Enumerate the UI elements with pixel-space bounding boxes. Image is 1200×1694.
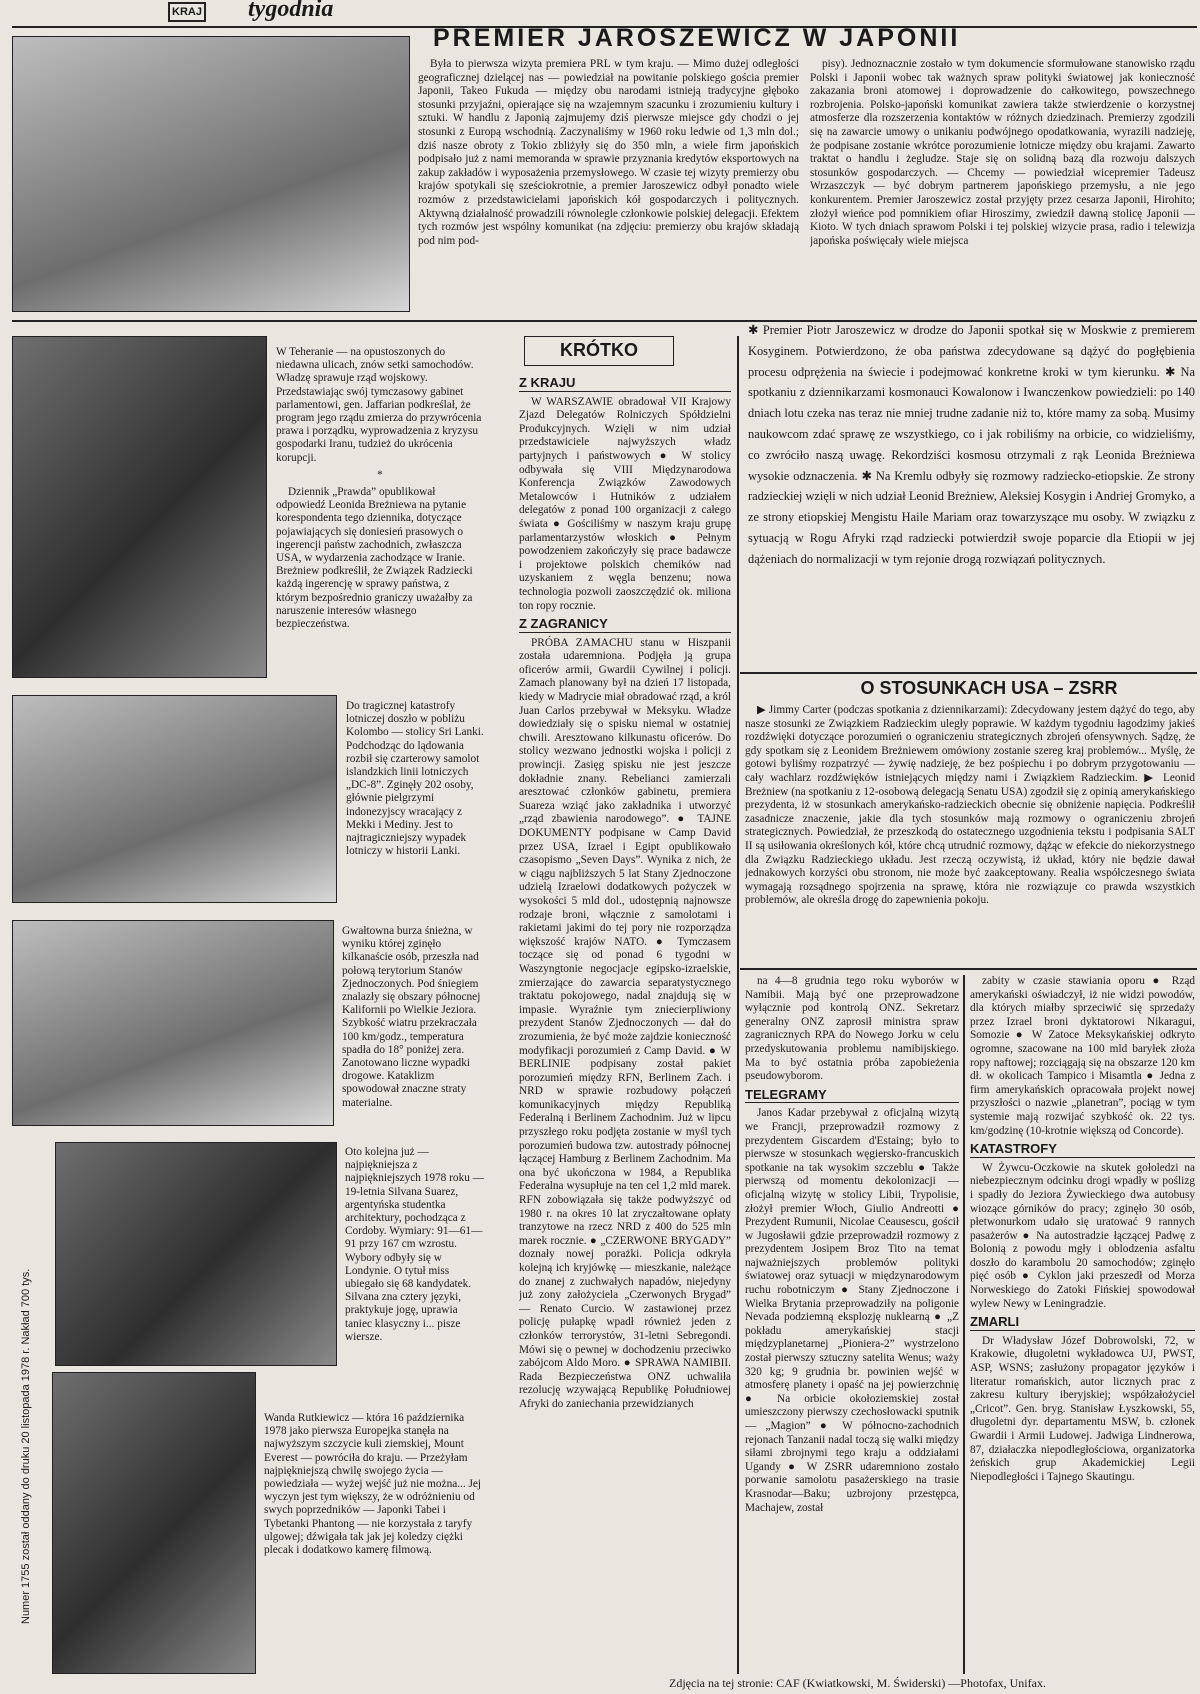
column-telegramy: na 4—8 grudnia tego roku wyborów w Namibii. Mają być one przeprowadzone wyłącznie pod kontrolą ONZ. Sekretarz generalny ONZ zaprosił ministra spraw zagranicznych RPA do Nowego Jorku w celu przedyskutowania problemu namibijskiego. Ma to być ostatnia próba zapobieżenia pseudowyborom. TELEGRAMY Janos Kadar przebywał z oficjalną wizytą we Francji, przeprowadził rozmowy z prezydentem Giscardem d'Estaing; było to pierwsze w stosunkach węgiersko-francuskich spotkanie na tak wysokim szczeblu ● Także pierwszą od momentu dekolonizacji — oficjalną wizytę w stolicy Libii, Trypolisie, złożył premier Włoch, Giulio Andreotti ● Prezydent Rumunii, Nicolae Ceausescu, gościł w Jugosławii gdzie przeprowadził rozmowy z prezydentem Josipem Broz Tito na temat najważniejszych problemów polityki światowej oraz sytuacji w międzynarodowym ruchu robotniczym ● Stany Zjednoczone i Wielka Brytania przeprowadziły na poligonie Nevada podziemną eksplozję nuklearną ● „Z pokładu amerykańskiej stacji międzyplanetarnej „Pioniera-2” wystrzelono został pierwszy sztuczny satelita Wenus; waży 320 kg; 9 grudnia br. powinien wejść w atmosferę planety i opaść na jej powierzchnię ● Na orbicie okołoziemskiej został umieszczony pierwszy czechosłowacki sputnik — „Magion” ● W północno-zachodnich rejonach Tanzanii nadal toczą się walki między siłami zbrojnymi tego kraju a oddziałami Ugandy ● W ZSRR udaremniono zostało porwanie samolotu pasażerskiego na trasie Krasnodar—Baku; uzbrojony przestępca, Machajew, został <box>745 975 959 1514</box>
usa-zsrr-title: O STOSUNKACH USA – ZSRR <box>860 678 1118 698</box>
photo-wanda-rutkiewicz <box>52 1372 256 1674</box>
usa-zsrr-text: ▶ Jimmy Carter (podczas spotkania z dziennikarzami): Zdecydowany jestem dążyć do tego, aby nasze stosunki ze Związkiem Radzieckim uległy poprawie. W każdym tygodniu łagodzimy jakieś rozdźwięki dotyczące porozumień o ograniczeniu strategicznych zbrojeń ofensywnych. Sądzę, że gdy spotkam się z Leonidem Breżniewem omówiony zostanie szereg kraj problemów... Myślę, że gotowi byliśmy rozpatrzyć — żywię nadzieję, że bez pośpiechu i po dobrym przygotowaniu — cały wachlarz rozdźwięków istniejących między nami i Związkiem Radzieckim. ▶ Leonid Breżniew (na spotkaniu z 12-osobową delegacją Senatu USA) zgodził się z opinią amerykańskiego prezydenta, iż w stosunkach amerykańsko-radzieckich obecnie się obniżenie napięcia. Podkreślił zasadnicze znaczenie, jakie dla tych stosunków mają rozmowy o ograniczeniu zbrojeń strategicznych. Powiedział, że przeszkodą do ostatecznego uzgodnienia tekstu i podpisania SALT II są usiłowania określonych kół, które chcą utrudnić rozmowy, dążąc w efekcie do niekorzystnego dla Związku Radzieckiego układu. Jest rzeczą oczywistą, iż układ, który nie będzie dawał jednakowych korzyści obu stronom, nie może być zaakceptowany. Realia współczesnego świata wymagają rozsądnego spojrzenia na sprawę, która nie rozwiązuje co prawda wszystkich problemów, ale określa drogę do zapewnienia pokoju. <box>745 704 1195 907</box>
photo-credits: Zdjęcia na tej stronie: CAF (Kwiatkowski, M. Świderski) —Photofax, Unifax. <box>669 1676 1046 1690</box>
caption-teheran: W Teheranie — na opustoszonych do niedawna ulicach, znów setki samochodów. Władzę sprawuje rząd wojskowy. Przedstawiając swój tymczasowy gabinet parlamentowi, gen. Jaffarian podkreślał, że program jego rządu zmierza do przywrócenia prawa i porządku, wyprowadzenia z kryzysu gospodarki Iranu, tudzież do ukrócenia korupcji. * Dziennik „Prawda” opublikował odpowiedź Leonida Breżniewa na pytanie korespondenta tego dziennika, dotyczące pojawiających się doniesień prasowych o ingerencji państw zachodnich, zwłaszcza USA, w wydarzenia zachodzące w Iranie. Breżniew podkreślił, że Związek Radziecki każdą ingerencję w sprawy państwa, z którym bezpośrednio graniczy uważałby za naruszenie interesów własnego bezpieczeństwa. <box>276 346 482 631</box>
caption-crash: Do tragicznej katastrofy lotniczej doszło w pobliżu Kolombo — stolicy Sri Lanki. Podchodząc do lądowania rozbił się czarterowy samolot islandzkich linii lotniczych „DC-8”. Zginęły 202 osoby, głównie pielgrzymi indonezyjscy wracający z Mekki i Mediny. Jest to najtragiczniejszy wypadek lotniczy w historii Lanki. <box>346 700 484 858</box>
krotko-column: Z KRAJU W WARSZAWIE obradował VII Krajowy Zjazd Delegatów Rolniczych Spółdzielni Produkcyjnych. Wzięli w nim udział przedstawiciele najwyższych władz partyjnych i państwowych ● W stolicy odbywała się VIII Międzynarodowa Konferencja Związków Zawodowych Metalowców i Hutników z udziałem delegatów z ponad 100 organizacji z całego świata ● Gościliśmy w naszym kraju grupę parlamentarzystów włoskich ● Pełnym powodzeniem zakończyły się prace badawcze i projektowe polskich chemików nad uzyskaniem z węgla benzenu; nowa technologia pozwoli zaoszczędzić ok. miliona ton ropy rocznie. Z ZAGRANICY PRÓBA ZAMACHU stanu w Hiszpanii została udaremniona. Podjęła ją grupa oficerów armii, Gwardii Cywilnej i policji. Zamach planowany był na dzień 17 listopada, kiedy w Madrycie miał obradować rząd, a król Juan Carlos przebywał w Meksyku. Władze dowiedziały się o spisku niemal w ostatniej chwili. Aresztowano kilkunastu oficerów. Do stolicy wezwano jednostki wojska i policji z prowincji. Zasięg spisku nie jest jeszcze dokładnie znany. Rebelianci zamierzali aresztować członków gabinetu, premiera Suareza wziąć jako zakładnika i utworzyć „rząd zbawienia narodowego”. ● TAJNE DOKUMENTY podpisane w Camp David przez USA, Izrael i Egipt opublikowało czasopismo „Seven Days”. Wynika z nich, że w ciągu najbliższych 5 lat Stany Zjednoczone udzielą Izraelowi dodatkowych pożyczek w wysokości 5 mld dol., udostępnią najnowsze rodzaje broni, włącznie z samolotami i rakietami jakimi do tej pory nie rozporządza większość krajów NATO. ● Tymczasem toczące się od ponad 6 tygodni w Waszyngtonie negocjacje egipsko-izraelskie, zmierzające do zawarcia separatystycznego traktatu pokojowego, nadal znajdują się w impasie. Wyraźnie tym zniecierpliwiony prezydent Stanów Zjednoczonych — dał do zrozumienia, że być może zajdzie konieczność modyfikacji porozumień z Camp David. ● W BERLINIE podpisany został pakiet porozumień między RFN, Berlinem Zach. i NRD w sprawie rozbudowy połączeń komunikacyjnych między Republiką Federalną i Berlinem Zachodnim. Już w lipcu przyszłego roku podjęta zostanie w myśl tych porozumień budowa tzw. autostrady północnej łączącej Hamburg z Berlinem Zachodnim. Ma ona być ukończona w 1984, a Republika Federalna wysupłuje na ten cel 1,2 mld marek. RFN zobowiązała się także podwyższyć od 1980 r. na okres 10 lat zryczałtowane opłaty tranzytowe na rzecz NRD z 400 do 525 mln marek rocznie. ● „CZERWONE BRYGADY” doznały nowej porażki. Policja odkryła kolejną ich kryjówkę — mieszkanie, należące do znanej z zuchwałych napadów, niejedyny już zony założyciela „Czerwonych Brygad” — Renato Curcio. W zastawionej przez policję pułapkę wpadł również jeden z członków terrorystów, 31-letni Sebregondi. Mówi się o pewnej w dochodzeniu przeciwko zabójcom Aldo Moro. ● SPRAWA NAMIBII. Rada Bezpieczeństwa ONZ uchwaliła rezolucję wzywającą Republikę Południowej Afryki do zaniechania przewidzianych <box>519 375 731 1410</box>
main-article-title: PREMIER JAROSZEWICZ W JAPONII <box>433 24 961 52</box>
caption-miss: Oto kolejna już — najpiękniejsza z najpiękniejszych 1978 roku — 19-letnia Silvana Suarez, argentyńska studentka architektury, pochodząca z Cordoby. Wymiary: 91—61—91 przy 167 cm wzrostu. Wybory odbyły się w Londynie. O tytuł miss ubiegało się 68 kandydatek. Silvana zna cztery języki, praktykuje jogę, uprawia taniec klasyczny i... pisze wiersze. <box>345 1146 484 1343</box>
photo-teheran-traffic <box>12 336 267 678</box>
section-z-kraju: Z KRAJU <box>519 376 731 392</box>
main-article-col1: Była to pierwsza wizyta premiera PRL w tym kraju. — Mimo dużej odległości geograficznej dzielącej nas — powiedział na powitanie polskiego gościa premier Japonii, Takeo Fukuda — między obu narodami istnieją tradycyjne głęboko stosunki przyjaźni, opierające się na wzajemnym szacunku i zrozumieniu kultury i sztuki. W handlu z Japonią zajmujemy dziś pierwsze miejsce gdy chodzi o jej stosunki z Europą wschodnią. Zaczynaliśmy w 1960 roku ledwie od 1,3 mln dol.; dziś nasze obroty z Tokio zbliżyły się do 350 mln, a wiele firm japońskich podpisało już z nami memoranda w sprawie przyznania kredytów eksportowych na zakup zakładów i wyposażenia przemysłowego. W czasie tej wizyty premierzy obu krajów spotykali się sześciokrotnie, a premier Jaroszewicz odbył ponadto wiele rozmów z przedstawicielami japońskich kół gospodarczych i politycznych. Aktywną działalność prowadzili równolegle członkowie polskiej delegacji. Efektem tych rozmów jest wspólny komunikat (na zdjęciu: premierzy obu krajów składają pod nim pod- <box>418 58 799 247</box>
masthead-logo: KRAJ <box>168 2 206 22</box>
section-telegramy: TELEGRAMY <box>745 1088 959 1104</box>
section-z-zagranicy: Z ZAGRANICY <box>519 617 731 633</box>
side-imprint: Numer 1755 został oddany do druku 20 listopada 1978 r. Nakład 700 tys. <box>20 1268 32 1624</box>
section-katastrofy: KATASTROFY <box>970 1142 1195 1158</box>
photo-snow-storm <box>12 920 334 1126</box>
usa-zsrr-rule <box>740 968 1197 970</box>
photo-premiers-signing <box>12 36 410 312</box>
caption-storm: Gwałtowna burza śnieżna, w wyniku której zginęło kilkanaście osób, przeszła nad połową terytorium Stanów Zjednoczonych. Pod śniegiem znalazły się obszary północnej Kalifornii po Wielkie Jeziora. Szybkość wiatru przekraczała 100 km/godz., temperatura spadła do 18° poniżej zera. Zanotowano liczne wypadki drogowe. Kataklizm spowodował znaczne straty materialne. <box>342 925 481 1109</box>
krotko-title: KRÓTKO <box>524 336 674 366</box>
column-katastrofy: zabity w czasie stawiania oporu ● Rząd amerykański oświadczył, iż nie widzi powodów, dla których miałby sprzeciwić się sprzedaży przez Izrael broni dyktatorowi Nikaragui, Somozie ● W Zatoce Meksykańskiej odkryto ogromne, szacowane na 100 mld baryłek złoża ropy naftowej; rozciągają się na obszarze 120 km dł. w okolicach Tampico i Misamtla ● Jedna z firm amerykańskich opracowała projekt nowej przyszłości o nazwie „planetran”, pociąg w tym systemie mają rozwijać szybkość ok. 22 tys. km/godzinę (10-krotnie większą od Concorde). KATASTROFY W Żywcu-Oczkowie na skutek gołoledzi na niebezpiecznym odcinku drogi wpadły w poślizg i spadły do Jeziora Żywieckiego dwa autobusy wiozące górników do pracy; zginęło 30 osób, płetwonurkom udało się uratować 9 rannych pasażerów ● Na autostradzie łączącej Padwę z Bolonią z powodu mgły i oblodzenia asfaltu doszło do karambolu 20 samochodów; zginęło pięć osób ● Cyklon jaki przeszedł od Morza Norweskiego do Zatoki Fińskiej spowodował wylew Newy w Leningradzie. ZMARLI Dr Władysław Józef Dobrowolski, 72, w Krakowie, długoletni wykładowca UJ, PWST, ASP, WSNS; zasłużony propagator języków i literatur romańskich, autor licznych prac z zakresu kultury iberyjskiej; współzałożyciel „Cricot”. Gen. bryg. Stanisław Łyszkowski, 55, długoletni dyr. departamentu MSW, b. członek Gwardii i Armii Ludowej. Jadwiga Lindnerowa, 87, działaczka niepodległościowa, organizatorka żeńskich grup Akademickiej Legii Niepodległości i Tajnego Skautingu. <box>970 975 1195 1483</box>
masthead-section: tygodnia <box>248 0 334 22</box>
right-box-rule <box>740 672 1197 674</box>
krotko-right-rule <box>737 336 739 1674</box>
caption-wanda: Wanda Rutkiewicz — która 16 października 1978 jako pierwsza Europejka stanęła na najwyższym szczycie kuli ziemskiej, Mount Everest — powróciła do kraju. — Przeżyłam najpiękniejszą chwilę swojego życia — powiedziała — wyżej wejść już nie można... Jej wyczyn jest tym większy, że w odróżnieniu od swych poprzedników — Japonki Tabei i Tybetanki Phantong — nie korzystała z taryfy ulgowej; dźwigała tak jak jej koledzy ciężki plecak i dodatkowo kamerę filmową. <box>264 1412 482 1557</box>
col4-right-rule <box>963 975 965 1674</box>
photo-miss-world <box>55 1142 337 1366</box>
photo-plane-crash <box>12 695 337 903</box>
section-zmarli: ZMARLI <box>970 1315 1195 1331</box>
main-article-col2: pisy). Jednoznacznie zostało w tym dokumencie sformułowane stanowisko rządu Polski i Japonii wobec tak ważnych spraw polityki światowej jak konieczność zakazania broni atomowej i doprowadzenie do całkowitego, powszechnego rozbrojenia. Polsko-japoński komunikat zawiera także stwierdzenie o korzystnej atmosferze dla rozszerzenia kontaktów w różnych dziedzinach. Premierzy zgodzili się na zawarcie umowy o unikaniu podwójnego opodatkowania, wyrazili nadzieję, że podpisane zostanie wkrótce porozumienie lotnicze między obu krajami. Zawarto traktat o handlu i żegludze. Staje się on solidną bazą dla rozwoju dalszych stosunków gospodarczych. — Chcemy — powiedział wicepremier Tadeusz Wrzaszczyk — być dobrym partnerem japońskiego przemysłu, a nie jego konkurentem. Premier Jaroszewicz został przyjęty przez cesarza Japonii, Hirohito; złożył wieńce pod pomnikiem ofiar Hiroszimy, zwiedził dawną stolicę Japonii — Kioto. W tych dniach sprawom Polski i tej polskiej wizycie prasa, radio i telewizja japońska poświęcały wiele miejsca <box>810 58 1195 247</box>
right-news-box: ✱ Premier Piotr Jaroszewicz w drodze do Japonii spotkał się w Moskwie z premierem Kosyginem. Potwierdzono, że oba państwa zdecydowane są dążyć do pogłębienia procesu odprężenia na świecie i podejmować konkretne kroki w tym kierunku. ✱ Na spotkaniu z dziennikarzami kosmonauci Kowalonow i Iwanczenkow powiedzieli: po 140 dniach lotu czeka nas teraz nie mniej trudne zadanie niż to, które mamy za sobą. Musimy naukowcom zdać sprawę ze wszystkiego, co i jak robiliśmy na orbicie, co widzieliśmy, co zwróciło naszą uwagę. Rekordziści kosmosu otrzymali z rąk Leonida Breżniewa wysokie odznaczenia. ✱ Na Kremlu odbyły się rozmowy radziecko-etiopskie. Ze strony radzieckiej wzięli w nich udział Leonid Breżniew, Aleksiej Kosygin i Andriej Gromyko, a ze strony etiopskiej Mengistu Haile Mariam oraz towarzyszące mu osoby. W związku z sytuacją w Rogu Afryki rząd radziecki potwierdził swoje poparcie dla Etiopii w jej dążeniach do normalizacji w tym rejonie drogą rozwiązań politycznych. <box>748 323 1195 566</box>
